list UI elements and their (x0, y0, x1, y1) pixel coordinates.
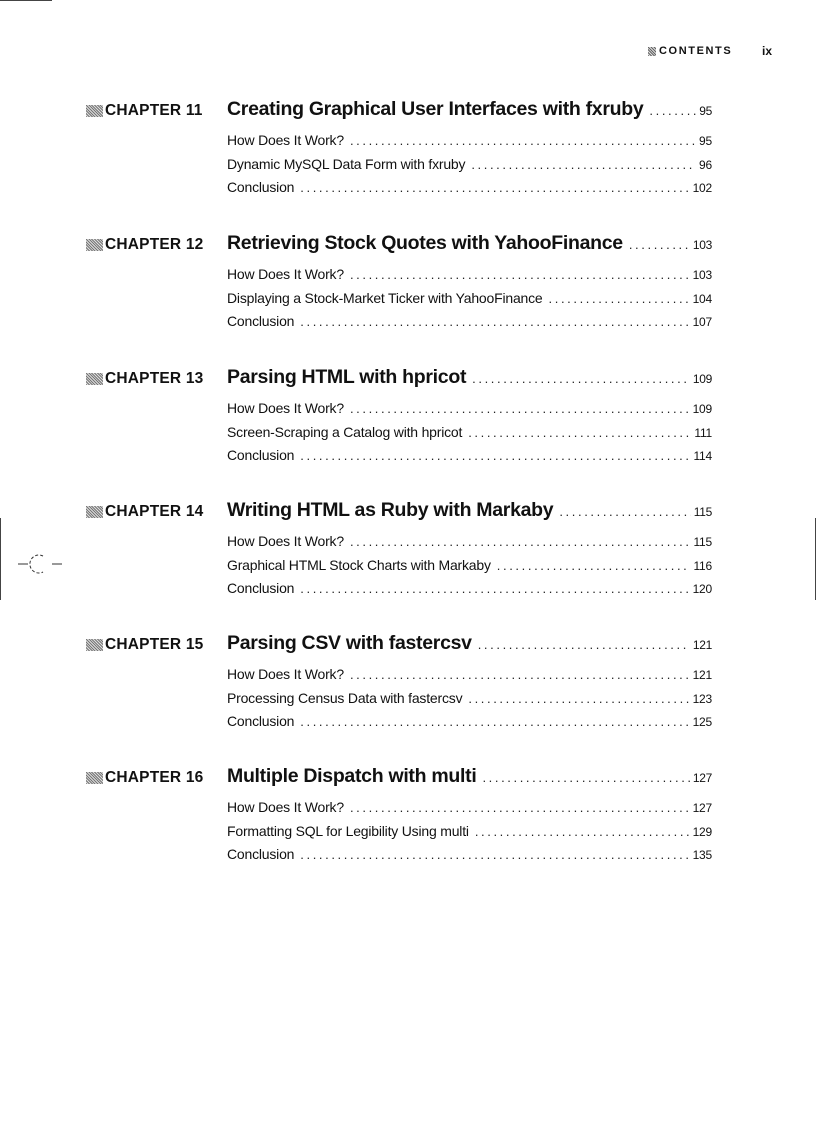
dot-leader (300, 180, 689, 195)
chapter-page: 115 (693, 505, 712, 519)
toc-chapter-11 (86, 98, 712, 203)
entry-page: 129 (692, 824, 712, 839)
section-list (227, 400, 712, 471)
toc-entry[interactable] (227, 132, 712, 156)
entry-title: Processing Census Data with fastercsv (227, 689, 463, 706)
chapter-page: 121 (692, 638, 712, 652)
chapter-label-text: CHAPTER 14 (105, 503, 204, 520)
entry-page: 120 (692, 582, 712, 596)
section-marker-icon (648, 47, 656, 56)
entry-title: How Does It Work? (227, 132, 344, 148)
chapter-label (86, 769, 227, 787)
entry-title: How Does It Work? (227, 266, 344, 282)
chapter-label (86, 102, 227, 120)
entry-title: How Does It Work? (227, 400, 344, 416)
dot-leader (468, 691, 689, 706)
chapter-title[interactable] (227, 366, 712, 389)
chapter-marker-icon (86, 239, 103, 251)
chapter-label (86, 503, 227, 521)
running-head (648, 45, 732, 57)
toc-entry[interactable] (227, 179, 712, 203)
entry-title: Conclusion (227, 179, 295, 195)
toc-entry[interactable] (227, 666, 712, 690)
chapter-title-text: Multiple Dispatch with multi (227, 765, 477, 787)
toc-entry[interactable] (227, 156, 712, 180)
chapter-page: 127 (692, 771, 712, 785)
section-list (227, 132, 712, 203)
chapter-heading (86, 366, 712, 394)
chapter-marker-icon (86, 105, 103, 117)
page-number: ix (762, 44, 773, 58)
entry-title: Graphical HTML Stock Charts with Markaby (227, 556, 491, 573)
chapter-title-text: Writing HTML as Ruby with Markaby (227, 499, 554, 521)
chapter-title-text: Creating Graphical User Interfaces with fxruby (227, 98, 644, 120)
dot-leader (350, 267, 690, 282)
entry-title: Conclusion (227, 713, 295, 729)
toc-chapter-15 (86, 632, 712, 737)
toc-entry[interactable] (227, 823, 712, 847)
entry-title: Conclusion (227, 447, 295, 463)
dot-leader (300, 581, 689, 596)
toc-entry[interactable] (227, 799, 712, 823)
toc-entry[interactable] (227, 266, 712, 290)
dot-leader (629, 237, 690, 252)
entry-page: 127 (692, 801, 712, 815)
section-list (227, 666, 712, 737)
entry-page: 115 (693, 535, 712, 549)
toc-entry[interactable] (227, 424, 712, 448)
entry-page: 121 (692, 668, 712, 682)
chapter-heading (86, 98, 712, 126)
chapter-label (86, 370, 227, 388)
chapter-title[interactable] (227, 632, 712, 655)
dot-leader (468, 425, 691, 440)
dot-leader (300, 714, 689, 729)
entry-title: How Does It Work? (227, 666, 344, 682)
chapter-heading (86, 232, 712, 260)
chapter-title-text: Parsing CSV with fastercsv (227, 632, 472, 654)
toc-chapter-13 (86, 366, 712, 471)
dot-leader (350, 133, 696, 148)
dot-leader (471, 157, 696, 172)
entry-title: Conclusion (227, 580, 295, 596)
entry-page: 104 (692, 291, 712, 306)
chapter-heading (86, 499, 712, 527)
toc-entry[interactable] (227, 690, 712, 714)
chapter-title-text: Parsing HTML with hpricot (227, 366, 467, 388)
toc-entry[interactable] (227, 533, 712, 557)
entry-page: 116 (693, 558, 712, 573)
entry-page: 125 (692, 715, 712, 729)
toc-entry[interactable] (227, 713, 712, 737)
chapter-label (86, 636, 227, 654)
chapter-title[interactable] (227, 232, 712, 255)
toc-entry[interactable] (227, 580, 712, 604)
entry-page: 135 (692, 848, 712, 862)
entry-title: Conclusion (227, 846, 295, 862)
entry-page: 123 (692, 691, 712, 706)
section-list (227, 266, 712, 337)
toc-chapter-14 (86, 499, 712, 604)
dot-leader (478, 637, 690, 652)
toc-entry[interactable] (227, 400, 712, 424)
entry-title: Formatting SQL for Legibility Using multi (227, 822, 469, 839)
entry-page: 111 (694, 425, 712, 440)
entry-title: Conclusion (227, 313, 295, 329)
dot-leader (649, 103, 696, 118)
running-head-text: CONTENTS (659, 45, 733, 57)
toc-entry[interactable] (227, 290, 712, 314)
chapter-marker-icon (86, 772, 103, 784)
dot-leader (350, 667, 690, 682)
crop-mark-top (0, 0, 52, 1)
chapter-title[interactable] (227, 98, 712, 121)
section-list (227, 533, 712, 604)
entry-page: 114 (693, 449, 712, 463)
chapter-page: 95 (699, 104, 712, 118)
chapter-label-text: CHAPTER 16 (105, 769, 204, 786)
registration-mark-icon (16, 548, 64, 580)
dot-leader (300, 847, 689, 862)
crop-mark-left (0, 518, 1, 600)
dot-leader (350, 534, 691, 549)
dot-leader (350, 401, 690, 416)
chapter-label-text: CHAPTER 12 (105, 236, 204, 253)
chapter-title-text: Retrieving Stock Quotes with YahooFinance (227, 232, 623, 254)
entry-page: 109 (692, 402, 712, 416)
entry-title: How Does It Work? (227, 799, 344, 815)
entry-page: 96 (699, 157, 712, 172)
entry-title: Displaying a Stock-Market Ticker with YahooFinance (227, 289, 543, 306)
chapter-title[interactable] (227, 499, 712, 522)
entry-page: 107 (692, 315, 712, 329)
chapter-title[interactable] (227, 765, 712, 788)
toc-entry[interactable] (227, 447, 712, 471)
entry-page: 103 (692, 268, 712, 282)
toc-entry[interactable] (227, 313, 712, 337)
dot-leader (497, 558, 691, 573)
toc-entry[interactable] (227, 557, 712, 581)
entry-title: Screen-Scraping a Catalog with hpricot (227, 423, 463, 440)
chapter-heading (86, 765, 712, 793)
chapter-marker-icon (86, 373, 103, 385)
chapter-marker-icon (86, 639, 103, 651)
chapter-page: 103 (692, 238, 712, 252)
dot-leader (300, 314, 689, 329)
dot-leader (300, 448, 690, 463)
chapter-page: 109 (692, 372, 712, 386)
dot-leader (472, 371, 690, 386)
toc-entry[interactable] (227, 846, 712, 870)
chapter-heading (86, 632, 712, 660)
toc-chapter-12 (86, 232, 712, 337)
toc-chapter-16 (86, 765, 712, 870)
chapter-label (86, 236, 227, 254)
entry-page: 95 (699, 134, 712, 148)
dot-leader (350, 800, 690, 815)
entry-title: How Does It Work? (227, 533, 344, 549)
chapter-marker-icon (86, 506, 103, 518)
entry-title: Dynamic MySQL Data Form with fxruby (227, 155, 466, 172)
chapter-label-text: CHAPTER 15 (105, 636, 204, 653)
dot-leader (475, 824, 690, 839)
dot-leader (482, 770, 689, 785)
entry-page: 102 (692, 181, 712, 195)
dot-leader (549, 291, 690, 306)
section-list (227, 799, 712, 870)
chapter-label-text: CHAPTER 13 (105, 370, 204, 387)
chapter-label-text: CHAPTER 11 (105, 102, 203, 119)
dot-leader (559, 504, 690, 519)
